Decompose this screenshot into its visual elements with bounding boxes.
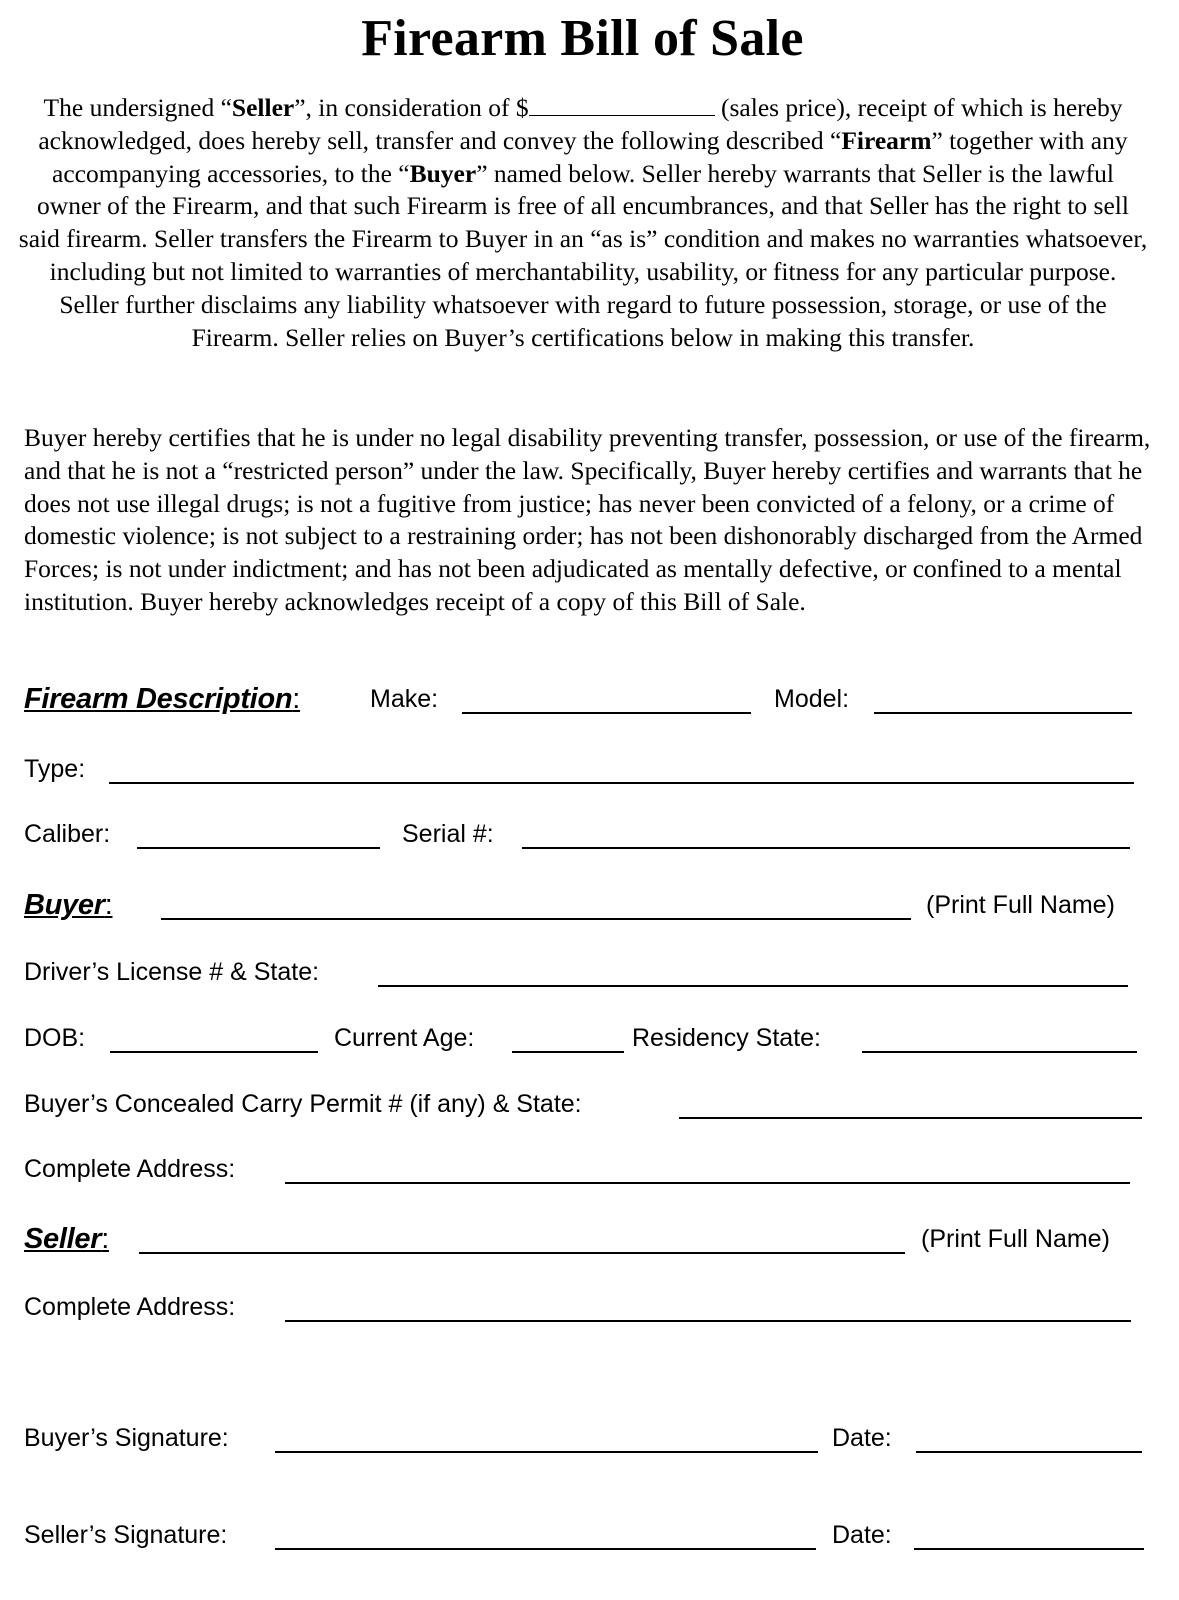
buyer-print-name-note: (Print Full Name): [926, 891, 1115, 919]
intro-text: ” named below. Seller hereby warrants that Seller is the lawful owner of the Firearm, and that such Firearm is free of all encumbrances, and that Seller has the right to sell said firearm. Seller transfers the Firearm to Buyer in an “as is” condition and makes no warranties whatsoever, including but not limited to warranties of merchantability, usability, or fitness for any particular purpose. Seller further disclaims any liability whatsoever with regard to future possession, storage, or use of the Firearm. Seller relies on Buyer’s certifications below in making this transfer.: [18, 158, 1148, 352]
residency-state-label: Residency State:: [632, 1024, 821, 1052]
dob-label: DOB:: [24, 1024, 86, 1052]
dob-field[interactable]: [110, 1051, 318, 1053]
current-age-label: Current Age:: [334, 1024, 475, 1052]
firearm-description-row: [24, 680, 1154, 720]
current-age-field[interactable]: [512, 1051, 624, 1053]
firearm-term: Firearm: [841, 125, 932, 155]
firearm-description-heading: [24, 683, 300, 716]
intro-paragraph: [18, 92, 1148, 354]
buyer-date-label: Date:: [832, 1424, 892, 1452]
heading-text: Buyer: [24, 889, 105, 921]
seller-date-label: Date:: [832, 1521, 892, 1549]
buyer-signature-row: [24, 1419, 1154, 1459]
seller-signature-label: Seller’s Signature:: [24, 1521, 228, 1549]
buyer-heading: [24, 889, 112, 922]
heading-colon: :: [292, 683, 301, 715]
intro-text: The undersigned “: [43, 93, 232, 122]
intro-text: ” together with any accompanying accessories, to the “: [52, 125, 1128, 188]
carry-permit-row: [24, 1085, 1154, 1125]
seller-print-name-note: (Print Full Name): [921, 1225, 1110, 1253]
document-title: Firearm Bill of Sale: [361, 10, 804, 67]
model-label: Model:: [774, 685, 850, 713]
model-field[interactable]: [874, 712, 1132, 714]
caliber-label: Caliber:: [24, 820, 111, 848]
buyer-signature-field[interactable]: [275, 1451, 818, 1453]
caliber-field[interactable]: [137, 847, 380, 849]
seller-signature-field[interactable]: [275, 1548, 816, 1550]
heading-colon: :: [101, 1223, 109, 1255]
heading-text: Firearm Description: [24, 683, 293, 715]
residency-state-field[interactable]: [862, 1051, 1137, 1053]
sales-price-field[interactable]: [529, 93, 715, 116]
seller-heading: [24, 1223, 109, 1256]
buyer-name-field[interactable]: [161, 918, 911, 920]
drivers-license-field[interactable]: [378, 985, 1128, 987]
buyer-term: Buyer: [409, 158, 477, 188]
make-field[interactable]: [462, 712, 751, 714]
buyer-signature-label: Buyer’s Signature:: [24, 1424, 229, 1452]
serial-label: Serial #:: [402, 820, 494, 848]
carry-permit-field[interactable]: [679, 1117, 1142, 1119]
dob-age-residency-row: [24, 1019, 1154, 1059]
serial-field[interactable]: [522, 847, 1130, 849]
buyer-address-label: Complete Address:: [24, 1155, 236, 1183]
seller-date-field[interactable]: [914, 1548, 1144, 1550]
seller-signature-row: [24, 1516, 1154, 1556]
intro-text: (sales price), receipt of which is hereby acknowledged, does hereby sell, transfer and convey the following described “: [38, 93, 1123, 155]
caliber-serial-row: [24, 815, 1154, 855]
buyer-address-field[interactable]: [285, 1182, 1130, 1184]
drivers-license-row: [24, 953, 1154, 993]
seller-name-row: [24, 1220, 1154, 1260]
drivers-license-label: Driver’s License # & State:: [24, 958, 320, 986]
buyer-address-row: [24, 1150, 1154, 1190]
buyer-name-row: [24, 886, 1154, 926]
buyer-certification-paragraph: Buyer hereby certifies that he is under no legal disability preventing transfer, possession, or use of the firearm, and that he is not a “restricted person” under the law. Specifically, Buyer hereby certifies and warrants that he does not use illegal drugs; is not a fugitive from justice; has never been convicted of a felony, or a crime of domestic violence; is not subject to a restraining order; has not been dishonorably discharged from the Armed Forces; is not under indictment; and has not been adjudicated as mentally defective, or confined to a mental institution. Buyer hereby acknowledges receipt of a copy of this Bill of Sale.: [24, 423, 1151, 616]
buyer-date-field[interactable]: [916, 1451, 1142, 1453]
seller-address-row: [24, 1288, 1154, 1328]
seller-address-label: Complete Address:: [24, 1293, 236, 1321]
seller-address-field[interactable]: [285, 1320, 1131, 1322]
seller-name-field[interactable]: [139, 1252, 905, 1254]
carry-permit-label: Buyer’s Concealed Carry Permit # (if any) & State:: [24, 1090, 582, 1118]
type-field[interactable]: [109, 782, 1134, 784]
make-label: Make:: [370, 685, 439, 713]
intro-text: ”, in consideration of $: [294, 93, 529, 122]
type-label: Type:: [24, 755, 86, 783]
type-row: [24, 750, 1154, 790]
heading-text: Seller: [24, 1223, 102, 1255]
heading-colon: :: [104, 889, 113, 921]
seller-term: Seller: [231, 93, 295, 122]
